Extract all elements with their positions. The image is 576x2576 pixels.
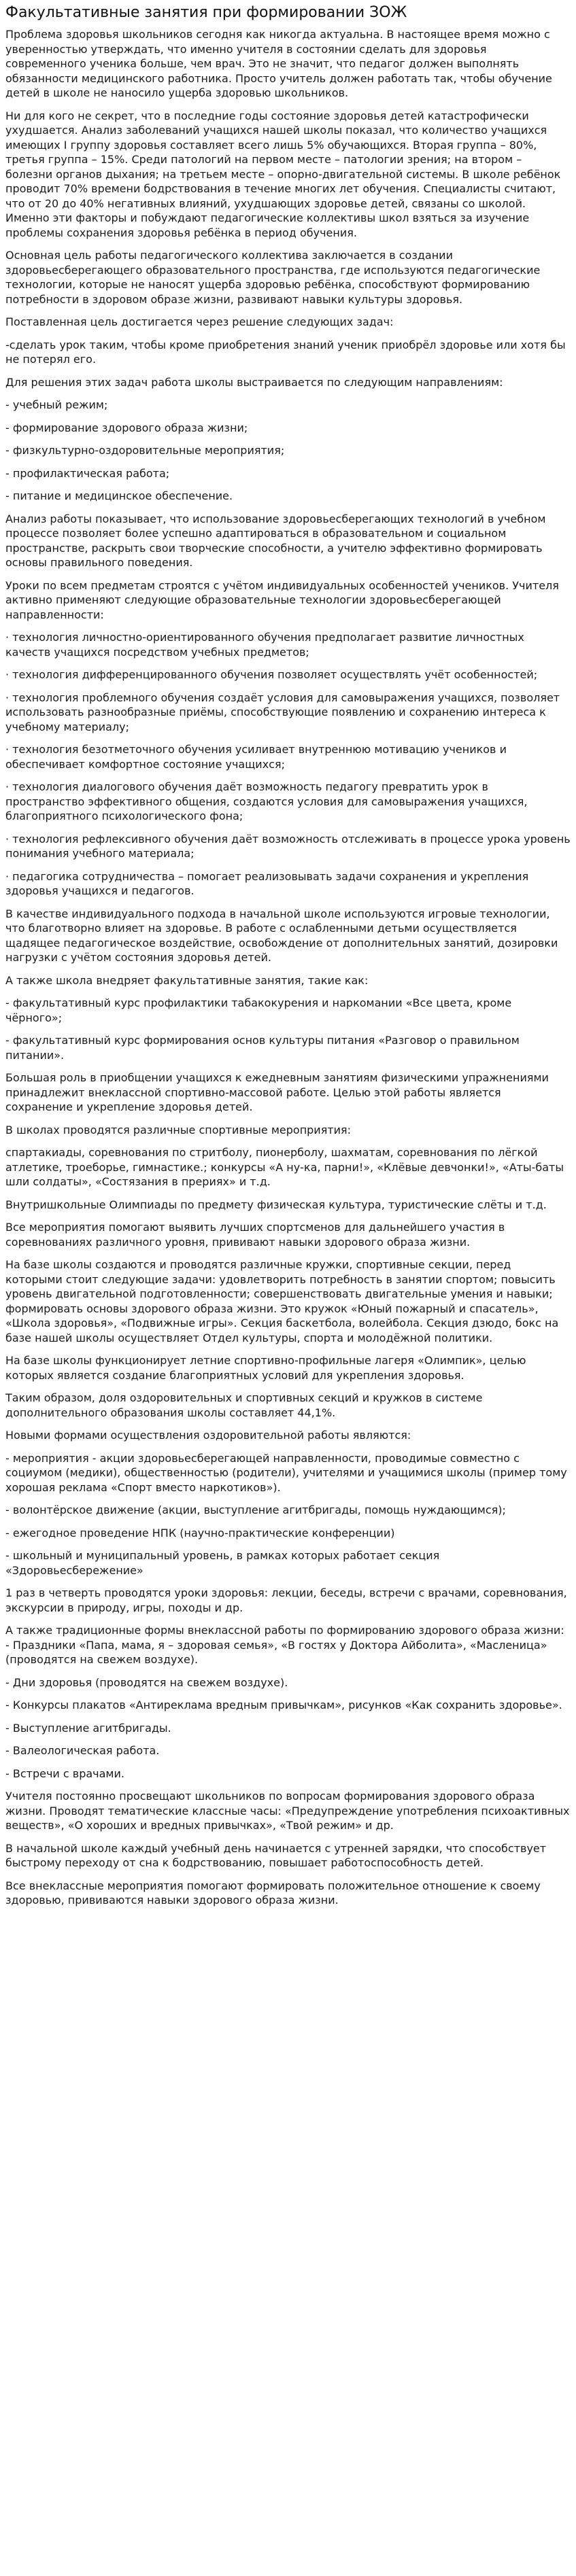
paragraph: -сделать урок таким, чтобы кроме приобретения знаний ученик приобрёл здоровье или хотя бы не потерял его. — [5, 338, 566, 366]
paragraph: · технология дифференцированного обучения позволяет осуществлять учёт особенностей; — [5, 668, 538, 681]
paragraph: Учителя постоянно просвещают школьников по вопросам формирования здорового образа жизни. Проводят тематические классные часы: «Предупреждение употребления психоактивных веществ», «О хороших и вредных привычках», «Твой режим» и др. — [5, 1790, 570, 1832]
paragraph: - Дни здоровья (проводятся на свежем воздухе). — [5, 1675, 288, 1689]
paragraph: В школах проводятся различные спортивные мероприятия: — [5, 1123, 352, 1136]
paragraph: Ни для кого не секрет, что в последние годы состояние здоровья детей катастрофически ухудшается. Анализ заболеваний учащихся нашей школы показал, что количество учащихся имеющих I группу здоровья составляет всего лишь 5% обучающихся. Вторая группа – 80%, третья группа – 15%. Среди патологий на первом месте – патологии зрения; на втором – болезни органов дыхания; на третьем месте – опорно-двигательной системы. В школе ребёнок проводит 70% времени бодрствования в течение многих лет обучения. Специалисты считают, что от 20 до 40% негативных влияний, ухудшающих здоровье детей, связаны со школой. Именно эти факторы и побуждают педагогические коллективы школ взяться за изучение проблемы сохранения здоровья ребёнка в период обучения. — [5, 109, 561, 239]
paragraph: Новыми формами осуществления оздоровительной работы являются: — [5, 1429, 411, 1442]
paragraph: Все внеклассные мероприятия помогают формировать положительное отношение к своему здоровью, прививаются навыки здорового образа жизни. — [5, 1879, 541, 1907]
paragraph: - волонтёрское движение (акции, выступление агитбригады, помощь нуждающимся); — [5, 1503, 506, 1516]
paragraph: - факультативный курс профилактики табакокурения и наркомании «Все цвета, кроме чёрного»; — [5, 996, 512, 1024]
paragraph: - школьный и муниципальный уровень, в рамках которых работает секция «Здоровьесбережение» — [5, 1549, 440, 1577]
paragraph: Проблема здоровья школьников сегодня как никогда актуальна. В настоящее время можно с уверенностью утверждать, что именно учителя в состоянии сделать для здоровья современного ученика больше, чем врач. Это не значит, что педагог должен выполнять обязанности медицинского работника. Просто учитель должен работать так, чтобы обучение детей в школе не наносило ущерба здоровью школьников. — [5, 28, 552, 99]
paragraph: · технология рефлексивного обучения даёт возможность отслеживать в процессе урока уровень понимания учебного материала; — [5, 832, 571, 860]
paragraph: - Валеологическая работа. — [5, 1744, 160, 1757]
paragraph: - ежегодное проведение НПК (научно-практические конференции) — [5, 1526, 395, 1539]
paragraph: · технология проблемного обучения создаёт условия для самовыражения учащихся, позволяет использовать разнообразные приёмы, способствующие появлению и сохранению интереса к учебному материалу; — [5, 691, 560, 733]
paragraph: - Встречи с врачами. — [5, 1766, 124, 1780]
article-body — [5, 27, 571, 1908]
paragraph: · технология диалогового обучения даёт возможность педагогу превратить урок в пространство эффективного общения, создаются условия для самовыражения учащихся, благоприятного психологического фона; — [5, 780, 528, 822]
paragraph: - профилактическая работа; — [5, 466, 170, 480]
paragraph: спартакиады, соревнования по стритболу, пионерболу, шахматам, соревнования по лёгкой атлетике, троеборье, гимнастике.; конкурсы «А ну-ка, парни!», «Клёвые девчонки!», «Аты-баты шли солдаты», «Состязания в прериях» и т.д. — [5, 1146, 564, 1188]
paragraph: А также традиционные формы внеклассной работы по формированию здорового образа жизни: - Праздники «Папа, мама, я – здоровая семья», «В гостях у Доктора Айболита», «Масленица» (проводятся на свежем воздухе). — [5, 1624, 564, 1666]
paragraph: Большая роль в приобщении учащихся к ежедневным занятиям физическими упражнениями принадлежит внеклассной спортивно-массовой работе. Целью этой работы является сохранение и укрепление здоровья детей. — [5, 1071, 549, 1113]
paragraph: Уроки по всем предметам строятся с учётом индивидуальных особенностей учеников. Учителя активно применяют следующие образовательные технологии здоровьесберегающей направленности: — [5, 578, 559, 621]
paragraph: · технология личностно-ориентированного обучения предполагает развитие личностных качеств учащихся посредством учебных предметов; — [5, 631, 524, 659]
paragraph: В качестве индивидуального подхода в начальной школе используются игровые технологии, что благотворно влияет на здоровье. В работе с ослабленными детьми осуществляется щадящее педагогическое воздействие, освобождение от дополнительных занятий, дозировки нагрузки с учётом состояния здоровья детей. — [5, 907, 558, 964]
paragraph: · технология безотметочного обучения усиливает внутреннюю мотивацию учеников и обеспечивает комфортное состояние учащихся; — [5, 743, 507, 771]
paragraph: Все мероприятия помогают выявить лучших спортсменов для дальнейшего участия в соревнованиях различного уровня, прививают навыки здорового образа жизни. — [5, 1221, 505, 1249]
paragraph: - питание и медицинское обеспечение. — [5, 489, 233, 502]
paragraph: - формирование здорового образа жизни; — [5, 421, 248, 434]
paragraph: На базе школы создаются и проводятся различные кружки, спортивные секции, перед которыми стоит следующие задачи: удовлетворить потребность в занятии спортом; повысить уровень двигательной подготовленности; совершенствовать двигательные умения и навыки; формировать основы здорового образа жизни. Это кружок «Юный пожарный и спасатель», «Школа здоровья», «Подвижные игры». Секция баскетбола, волейбола. Секция дзюдо, бокс на базе нашей школы осуществляет Отдел культуры, спорта и молодёжной политики. — [5, 1258, 559, 1344]
paragraph: Таким образом, доля оздоровительных и спортивных секций и кружков в системе дополнительного образования школы составляет 44,1%. — [5, 1391, 483, 1419]
paragraph: - факультативный курс формирования основ культуры питания «Разговор о правильном питании». — [5, 1034, 520, 1062]
paragraph: · педагогика сотрудничества – помогает реализовывать задачи сохранения и укрепления здоровья учащихся и педагогов. — [5, 869, 529, 897]
paragraph: Внутришкольные Олимпиады по предмету физическая культура, туристические слёты и т.д. — [5, 1198, 547, 1211]
paragraph: - Выступление агитбригады. — [5, 1721, 171, 1735]
paragraph: В начальной школе каждый учебный день начинается с утренней зарядки, что способствует быстрому переходу от сна к бодрствованию, повышает работоспособность детей. — [5, 1841, 547, 1869]
paragraph: Поставленная цель достигается через решение следующих задач: — [5, 315, 394, 328]
paragraph: - учебный режим; — [5, 398, 108, 411]
paragraph: Анализ работы показывает, что использование здоровьесберегающих технологий в учебном процессе позволяет более успешно адаптироваться в образовательном и социальном пространстве, раскрыть свои творческие способности, а учителю эффективно формировать основы правильного поведения. — [5, 512, 546, 569]
paragraph: - мероприятия - акции здоровьесберегающей направленности, проводимые совместно с социумом (медики), общественностью (родители), учителями и учащимися школы (пример тому хорошая реклама «Спорт вместо наркотиков»). — [5, 1451, 567, 1494]
paragraph: Для решения этих задач работа школы выстраивается по следующим направлениям: — [5, 375, 503, 389]
paragraph: - физкультурно-оздоровительные мероприятия; — [5, 444, 285, 457]
article-title: Факультативные занятия при формировании ЗОЖ — [5, 4, 407, 21]
paragraph: - Конкурсы плакатов «Антиреклама вредным привычкам», рисунков «Как сохранить здоровье». — [5, 1699, 562, 1711]
paragraph: 1 раз в четверть проводятся уроки здоровья: лекции, беседы, встречи с врачами, соревнования, экскурсии в природу, игры, походы и др. — [5, 1586, 567, 1614]
paragraph: Основная цель работы педагогического коллектива заключается в создании здоровьесберегающего образовательного пространства, где используются педагогические технологии, которые не наносят ущерба здоровью ребёнка, способствуют формированию потребности в здоровом образе жизни, развивают навыки культуры здоровья. — [5, 249, 541, 306]
paragraph: А также школа внедряет факультативные занятия, такие как: — [5, 973, 369, 987]
paragraph: На базе школы функционирует летние спортивно-профильные лагеря «Олимпик», целью которых является создание благоприятных условий для укрепления здоровья. — [5, 1354, 526, 1382]
